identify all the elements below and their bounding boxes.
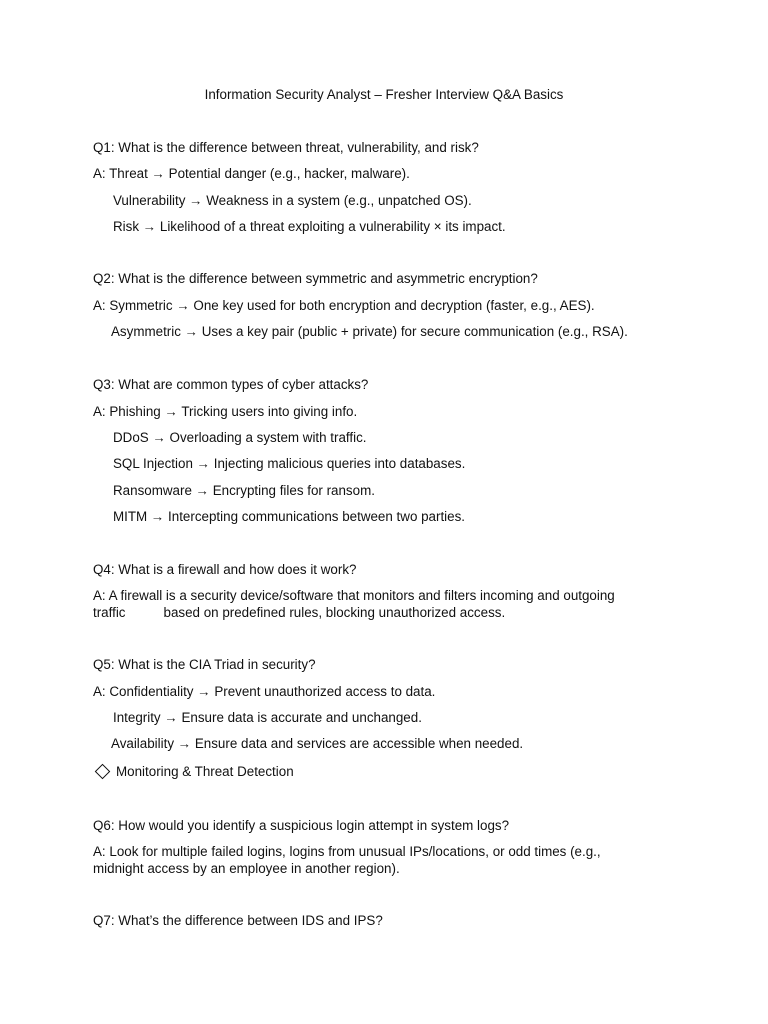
answer-4-line-1: A: A firewall is a security device/software that monitors and filters incoming and outgoing	[93, 588, 615, 603]
answer-6: A: Look for multiple failed logins, logins from unusual IPs/locations, or odd times (e.g., midnight access by an employee in another region).	[93, 844, 601, 876]
question-1: Q1: What is the difference between threat, vulnerability, and risk?	[93, 140, 479, 155]
answer-4-word: traffic	[93, 605, 126, 620]
question-5: Q5: What is the CIA Triad in security?	[93, 657, 316, 672]
diamond-icon	[95, 764, 111, 780]
question-6: Q6: How would you identify a suspicious login attempt in system logs?	[93, 818, 510, 833]
question-2: Q2: What is the difference between symmetric and asymmetric encryption?	[93, 271, 538, 286]
answer-3: A: Phishing → Tricking users into giving info.	[93, 404, 358, 419]
question-4: Q4: What is a firewall and how does it work?	[93, 562, 357, 577]
answer-1-line: Vulnerability → Weakness in a system (e.g., unpatched OS).	[113, 193, 472, 208]
answer-3-line: DDoS → Overloading a system with traffic.	[113, 430, 367, 445]
answer-3-line: Ransomware → Encrypting files for ransom.	[113, 483, 375, 498]
answer-5-line: Availability → Ensure data and services are accessible when needed.	[111, 736, 524, 751]
answer-4-line-2	[93, 604, 505, 621]
answer-2-line: Asymmetric → Uses a key pair (public + private) for secure communication (e.g., RSA).	[111, 324, 628, 339]
answer-3-line: SQL Injection → Injecting malicious queries into databases.	[113, 456, 466, 471]
answer-1: A: Threat → Potential danger (e.g., hacker, malware).	[93, 166, 410, 181]
section-heading	[93, 763, 294, 780]
question-7: Q7: What’s the difference between IDS and IPS?	[93, 913, 383, 928]
page-title: Information Security Analyst – Fresher Interview Q&A Basics	[204, 87, 564, 102]
answer-5-line: Integrity → Ensure data is accurate and unchanged.	[113, 710, 422, 725]
section-label: Monitoring & Threat Detection	[116, 764, 294, 779]
answer-2: A: Symmetric → One key used for both encryption and decryption (faster, e.g., AES).	[93, 298, 595, 313]
answer-1-line: Risk → Likelihood of a threat exploiting a vulnerability × its impact.	[113, 219, 506, 234]
answer-4-rest: based on predefined rules, blocking unauthorized access.	[163, 605, 506, 620]
question-3: Q3: What are common types of cyber attacks?	[93, 377, 369, 392]
answer-3-line: MITM → Intercepting communications between two parties.	[113, 509, 466, 524]
answer-5: A: Confidentiality → Prevent unauthorized access to data.	[93, 684, 436, 699]
